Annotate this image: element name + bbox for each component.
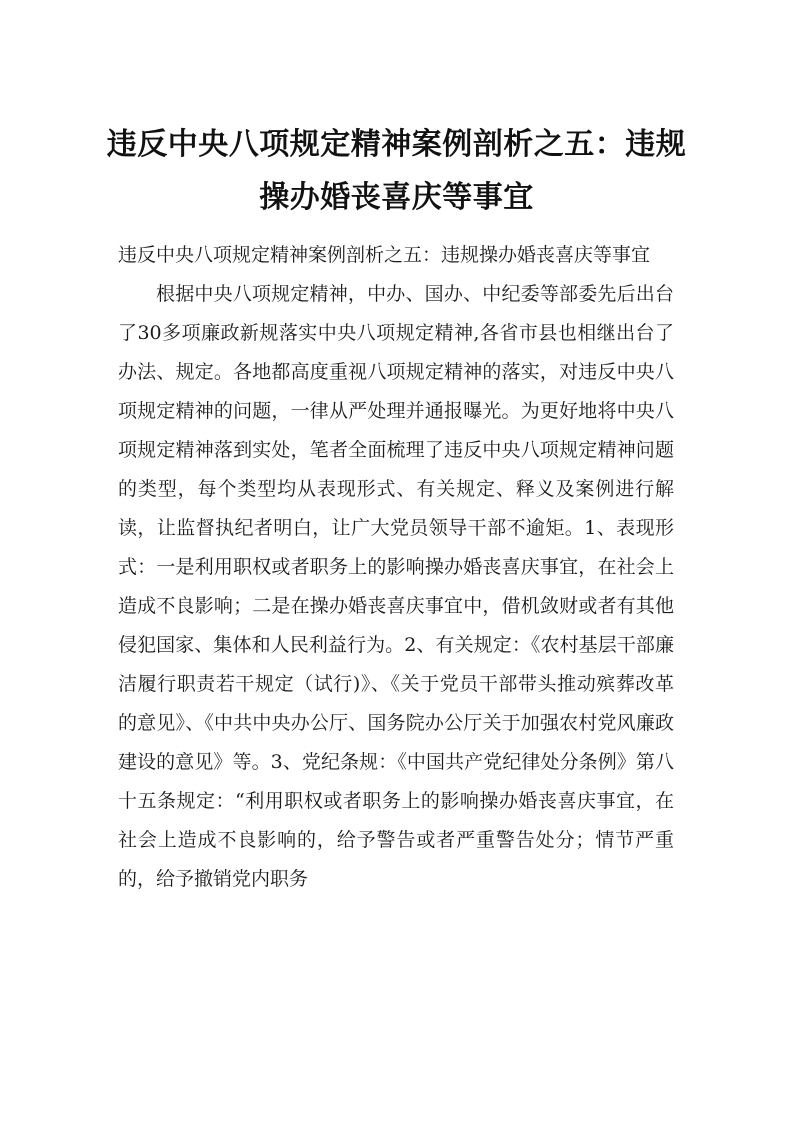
body-paragraph: 根据中央八项规定精神，中办、国办、中纪委等部委先后出台了30多项廉政新规落实中央八项规定精神,各省市县也相继出台了办法、规定。各地都高度重视八项规定精神的落实，对违反中央八项规定精神的问题，一律从严处理并通报曝光。为更好地将中央八项规定精神落到实处，笔者全面梳理了违反中央八项规定精神问题的类型，每个类型均从表现形式、有关规定、释义及案例进行解读，让监督执纪者明白，让广大党员领导干部不逾矩。1、表现形式：一是利用职权或者职务上的影响操办婚丧喜庆事宜，在社会上造成不良影响；二是在操办婚丧喜庆事宜中，借机敛财或者有其他侵犯国家、集体和人民利益行为。2、有关规定：《农村基层干部廉洁履行职责若干规定（试行)》、《关于党员干部带头推动殡葬改革的意见》、《中共中央办公厅、国务院办公厅关于加强农村党风廉政建设的意见》等。3、党纪条规：《中国共产党纪律处分条例》第八十五条规定：“利用职权或者职务上的影响操办婚丧喜庆事宜，在社会上造成不良影响的，给予警告或者严重警告处分；情节严重的，给予撤销党内职务 <box>118 283 674 890</box>
document-subtitle: 违反中央八项规定精神案例剖析之五：违规操办婚丧喜庆等事宜 <box>118 244 651 266</box>
document-body <box>118 236 674 899</box>
document-title: 违反中央八项规定精神案例剖析之五：违规操办婚丧喜庆等事宜 <box>106 127 687 215</box>
